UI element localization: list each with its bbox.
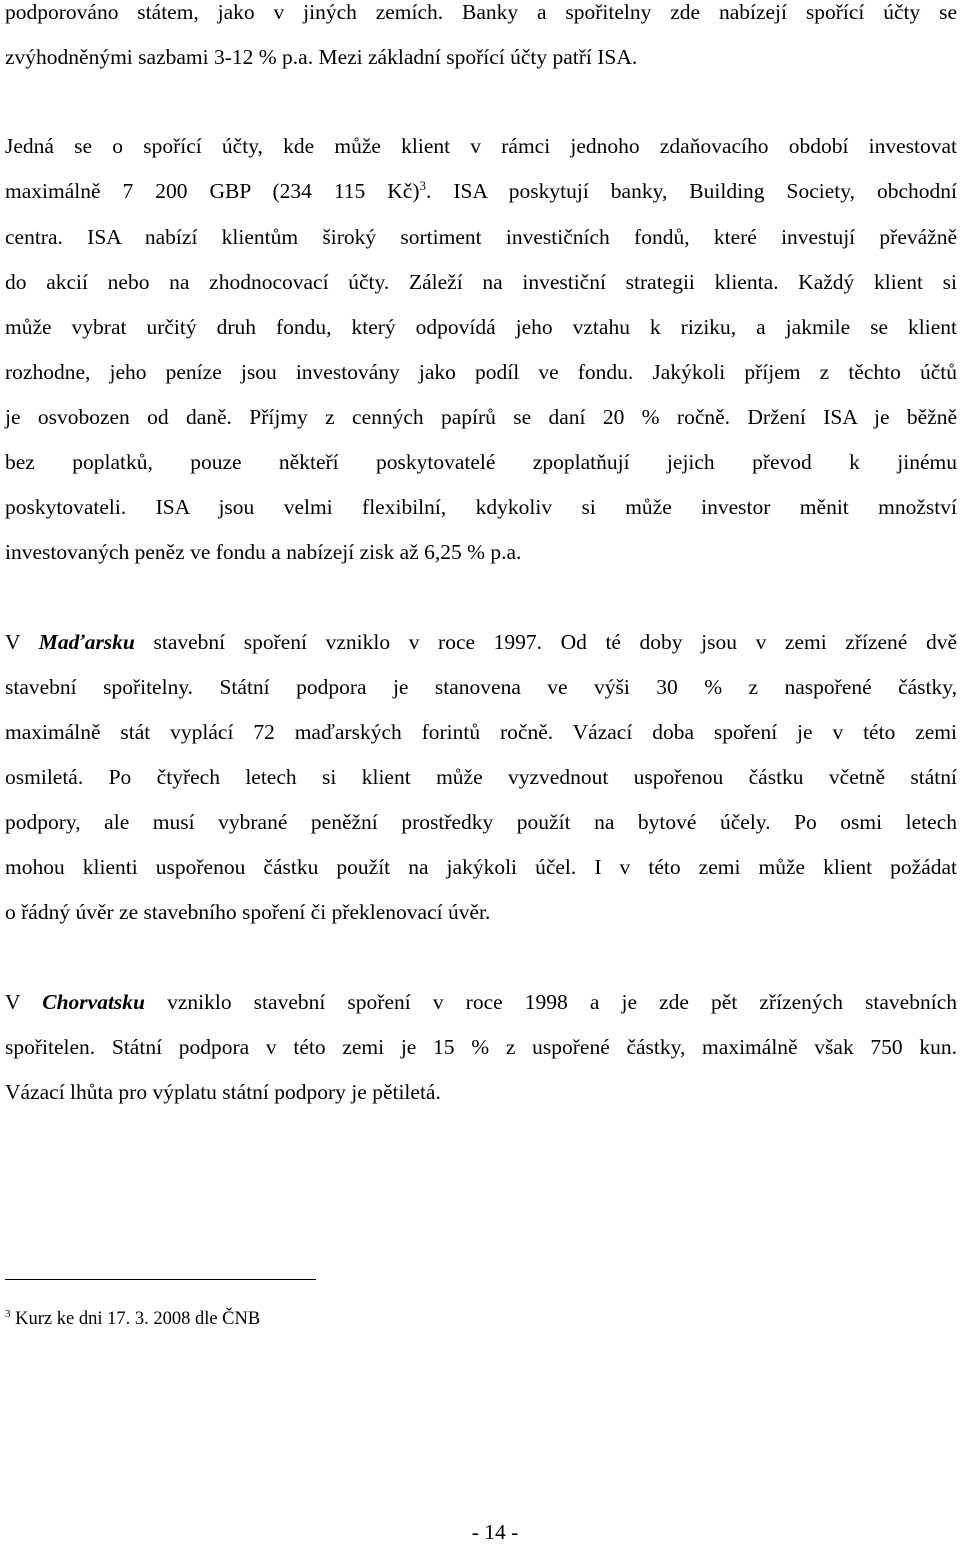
paragraph-line: investovaných peněz ve fondu a nabízejí zisk až 6,25 % p.a.	[5, 540, 522, 564]
paragraph-line: rozhodne, jeho peníze jsou investovány jako podíl ve fondu. Jakýkoli příjem z těchto účtů	[5, 360, 957, 384]
footnote-reference: 3	[419, 177, 426, 193]
paragraph-line	[5, 176, 957, 206]
page-number: - 14 -	[471, 1520, 519, 1544]
text-segment: maximálně 7 200 GBP (234 115 Kč)	[5, 179, 420, 203]
paragraph-line: Vázací lhůta pro výplatu státní podpory je pětiletá.	[5, 1080, 441, 1104]
footnote-separator	[5, 1279, 316, 1280]
footnote-marker: 3	[5, 1307, 11, 1320]
text-segment: . ISA poskytují banky, Building Society, obchodní	[426, 179, 957, 203]
footnote	[5, 1306, 260, 1332]
paragraph-line: osmiletá. Po čtyřech letech si klient může vyzvednout uspořenou částku včetně státní	[5, 765, 957, 789]
paragraph-line	[5, 627, 957, 657]
text-segment: V	[5, 990, 43, 1014]
paragraph-line: zvýhodněnými sazbami 3-12 % p.a. Mezi základní spořící účty patří ISA.	[5, 45, 638, 69]
paragraph-line: spořitelen. Státní podpora v této zemi je 15 % z uspořené částky, maximálně však 750 kun.	[5, 1035, 957, 1059]
paragraph-line: podporováno státem, jako v jiných zemích. Banky a spořitelny zde nabízejí spořící účty se	[5, 0, 957, 24]
paragraph-line: o řádný úvěr ze stavebního spoření či překlenovací úvěr.	[5, 900, 491, 924]
paragraph-line: do akcií nebo na zhodnocovací účty. Záleží na investiční strategii klienta. Každý klient si	[5, 270, 957, 294]
text-segment: vzniklo stavební spoření v roce 1998 a je zde pět zřízených stavebních	[145, 990, 957, 1014]
paragraph-line: maximálně stát vyplácí 72 maďarských forintů ročně. Vázací doba spoření je v této zemi	[5, 720, 957, 744]
paragraph-line: mohou klienti uspořenou částku použít na jakýkoli účel. I v této zemi může klient požádat	[5, 855, 957, 879]
footnote-text: Kurz ke dni 17. 3. 2008 dle ČNB	[10, 1309, 261, 1329]
paragraph-line: poskytovateli. ISA jsou velmi flexibilní, kdykoliv si může investor měnit množství	[5, 495, 957, 519]
paragraph-line: centra. ISA nabízí klientům široký sortiment investičních fondů, které investují převážně	[5, 225, 957, 249]
country-name-emphasis: Chorvatsku	[42, 990, 145, 1014]
paragraph-line: Jedná se o spořící účty, kde může klient v rámci jednoho zdaňovacího období investovat	[5, 134, 957, 158]
paragraph-line: podpory, ale musí vybrané peněžní prostředky použít na bytové účely. Po osmi letech	[5, 810, 957, 834]
paragraph-line	[5, 987, 957, 1017]
text-segment: V	[5, 630, 39, 654]
text-segment: stavební spoření vzniklo v roce 1997. Od té doby jsou v zemi zřízené dvě	[134, 630, 957, 654]
paragraph-line: je osvobozen od daně. Příjmy z cenných papírů se daní 20 % ročně. Držení ISA je běžně	[5, 405, 957, 429]
paragraph-line: může vybrat určitý druh fondu, který odpovídá jeho vztahu k riziku, a jakmile se klient	[5, 315, 957, 339]
paragraph-line: stavební spořitelny. Státní podpora je stanovena ve výši 30 % z naspořené částky,	[5, 675, 957, 699]
country-name-emphasis: Maďarsku	[38, 630, 135, 654]
paragraph-line: bez poplatků, pouze někteří poskytovatelé zpoplatňují jejich převod k jinému	[5, 450, 957, 474]
